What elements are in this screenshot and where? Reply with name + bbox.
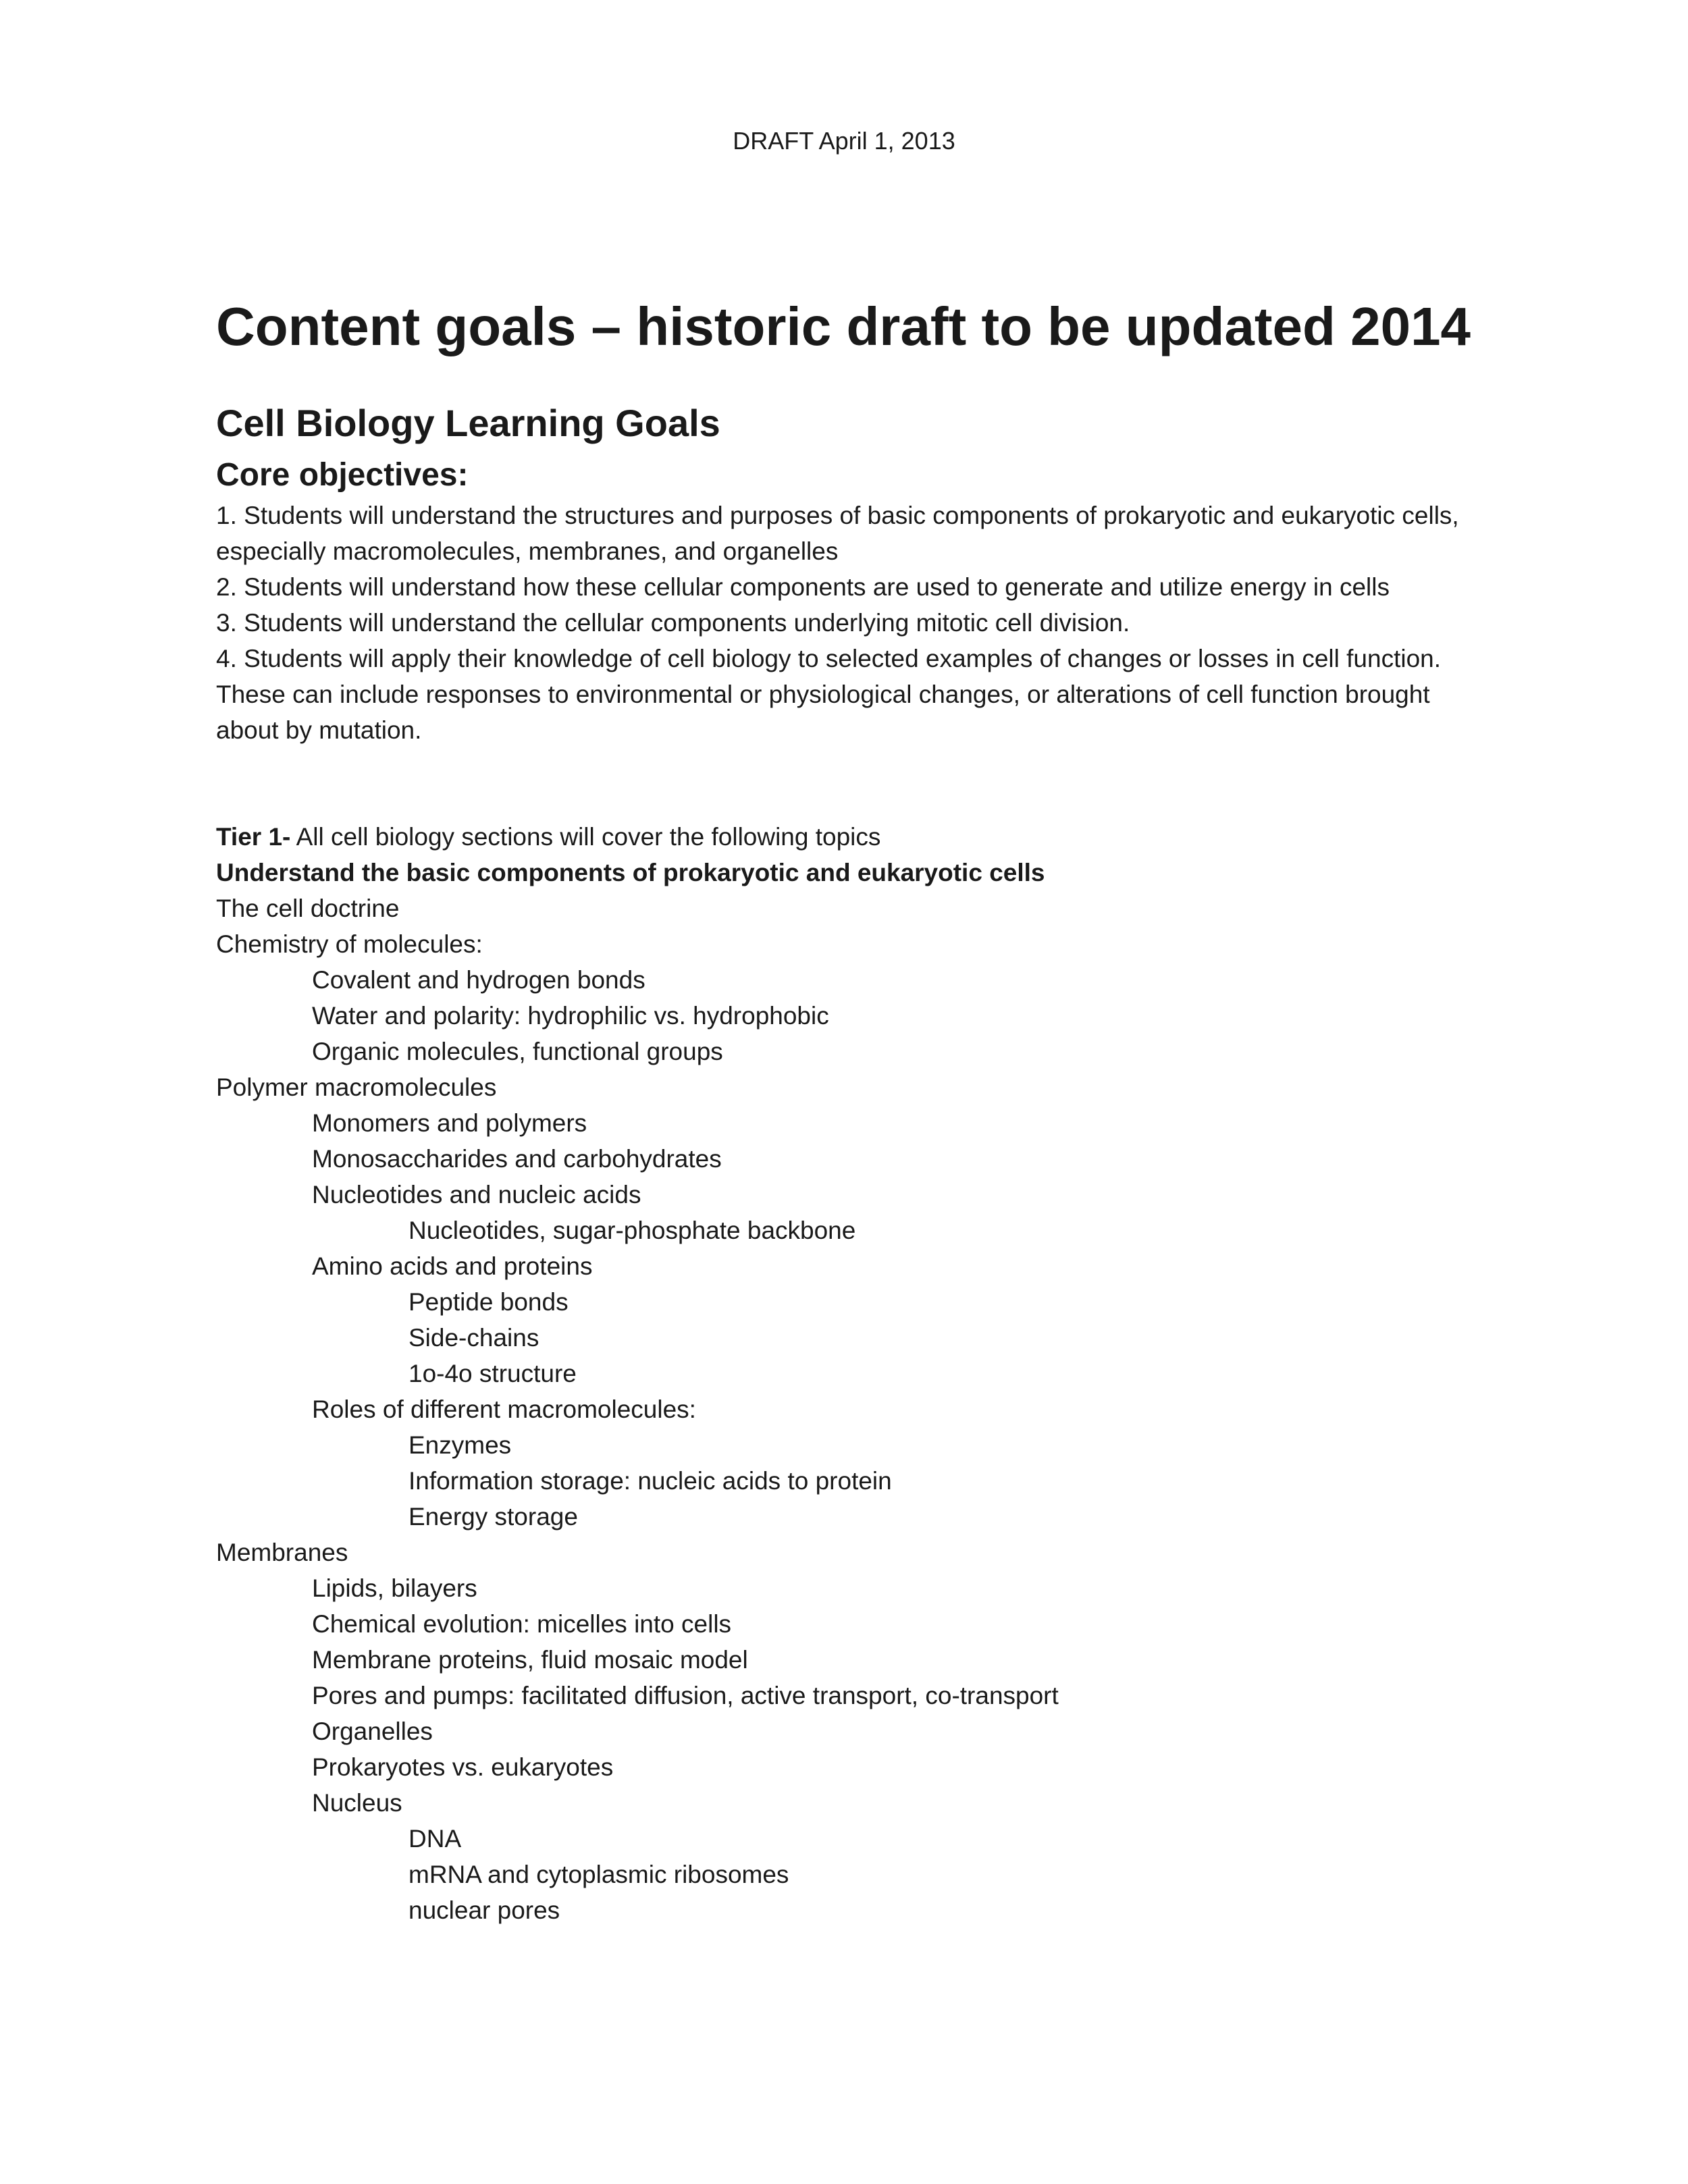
- outline-item: Membrane proteins, fluid mosaic model: [312, 1646, 748, 1674]
- objective-item: 1. Students will understand the structures and purposes of basic components of prokaryotic and eukaryotic cells, especially macromolecules, membranes, and organelles: [216, 502, 1459, 565]
- outline-item: Organic molecules, functional groups: [312, 1038, 723, 1065]
- outline-item: Chemistry of molecules:: [216, 930, 483, 958]
- outline-item: Lipids, bilayers: [312, 1574, 477, 1602]
- draft-header: DRAFT April 1, 2013: [733, 127, 955, 155]
- outline-item: Polymer macromolecules: [216, 1073, 497, 1101]
- outline-item: Nucleotides and nucleic acids: [312, 1181, 641, 1208]
- objective-item: 4. Students will apply their knowledge of cell biology to selected examples of changes or losses in cell function. These can include responses to environmental or physiological changes, or alterations of cell function brought about by mutation.: [216, 645, 1442, 744]
- tier1-text: All cell biology sections will cover the following topics: [290, 823, 881, 851]
- topic-list: [216, 890, 1499, 1928]
- outline-item: Membranes: [216, 1539, 348, 1566]
- outline-item: Amino acids and proteins: [312, 1252, 593, 1280]
- topic-heading: Understand the basic components of prokaryotic and eukaryotic cells: [216, 859, 1045, 886]
- tier1-label: Tier 1-: [216, 823, 291, 851]
- outline-item: DNA: [408, 1825, 462, 1853]
- outline-item: Information storage: nucleic acids to protein: [408, 1467, 892, 1495]
- outline-item: mRNA and cytoplasmic ribosomes: [408, 1861, 789, 1888]
- core-objectives-heading: Core objectives:: [216, 457, 469, 493]
- outline-item: Prokaryotes vs. eukaryotes: [312, 1753, 614, 1781]
- outline-item: Chemical evolution: micelles into cells: [312, 1610, 732, 1638]
- tier1-intro: [216, 819, 1499, 855]
- outline-item: Peptide bonds: [408, 1288, 569, 1316]
- outline-item: Monomers and polymers: [312, 1109, 587, 1137]
- objective-item: 2. Students will understand how these cellular components are used to generate and utilize energy in cells: [216, 573, 1390, 601]
- document-subtitle: Cell Biology Learning Goals: [216, 402, 720, 444]
- outline-item: Monosaccharides and carbohydrates: [312, 1145, 722, 1173]
- outline-item: 1o-4o structure: [408, 1360, 577, 1387]
- topics-outline: [216, 819, 1499, 1928]
- outline-item: The cell doctrine: [216, 895, 400, 922]
- objective-item: 3. Students will understand the cellular components underlying mitotic cell division.: [216, 609, 1130, 637]
- outline-item: Nucleus: [312, 1789, 402, 1817]
- outline-item: nuclear pores: [408, 1896, 560, 1924]
- outline-item: Side-chains: [408, 1324, 539, 1352]
- page-title: Content goals – historic draft to be updated 2014: [216, 296, 1471, 356]
- outline-item: Roles of different macromolecules:: [312, 1395, 696, 1423]
- outline-item: Covalent and hydrogen bonds: [312, 966, 645, 994]
- outline-item: Enzymes: [408, 1431, 512, 1459]
- outline-item: Pores and pumps: facilitated diffusion, active transport, co-transport: [312, 1682, 1059, 1709]
- outline-item: Organelles: [312, 1717, 433, 1745]
- outline-item: Energy storage: [408, 1503, 578, 1530]
- outline-item: Water and polarity: hydrophilic vs. hydrophobic: [312, 1002, 829, 1030]
- objectives-list: [216, 498, 1499, 748]
- outline-item: Nucleotides, sugar-phosphate backbone: [408, 1217, 856, 1244]
